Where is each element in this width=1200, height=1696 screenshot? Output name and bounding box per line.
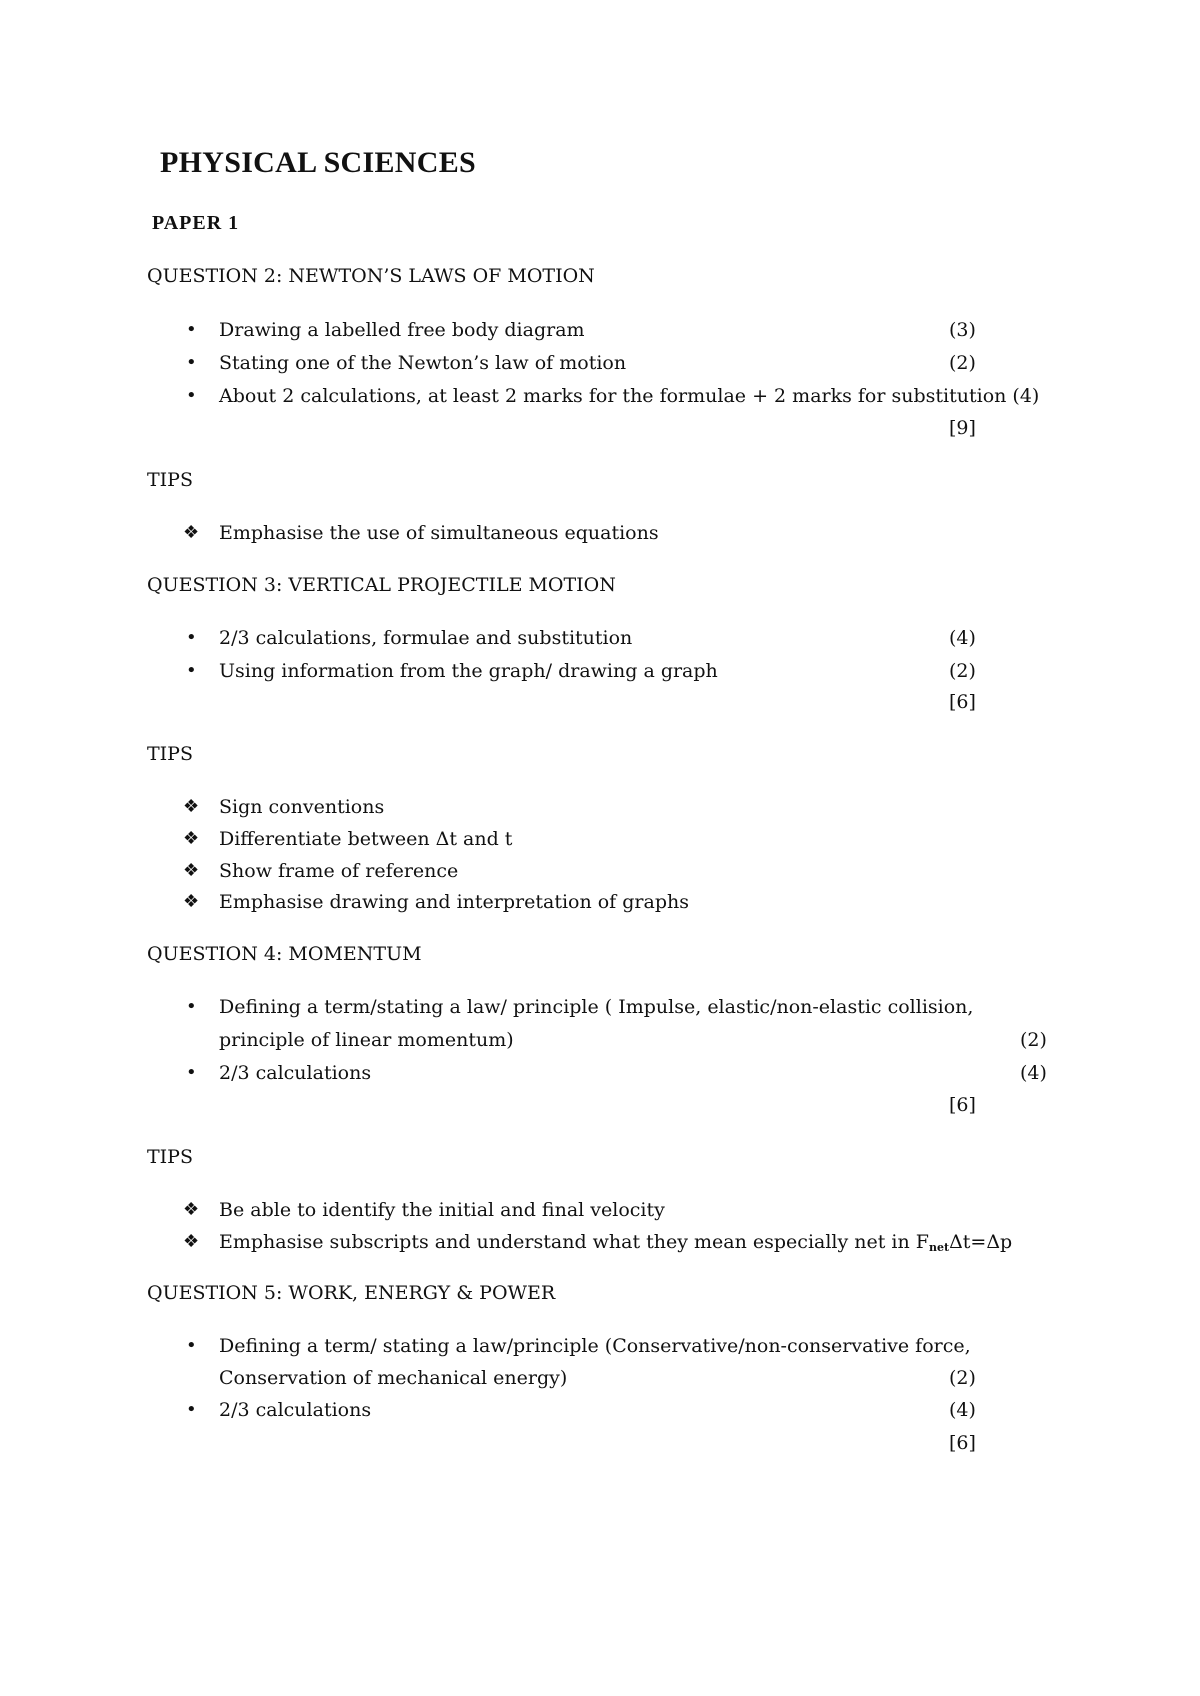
q5-item-1-mark: (2) [949,1367,976,1389]
q5-item-2: 2/3 calculations [219,1399,372,1421]
q4-item-1-line2: principle of linear momentum) [219,1029,514,1051]
bullet-icon: • [186,1335,197,1356]
bullet-icon: • [186,352,197,373]
tip-diamond-icon: ❖ [183,796,200,817]
q4-item-1-mark: (2) [1020,1029,1047,1051]
q3-heading: QUESTION 3: VERTICAL PROJECTILE MOTION [147,574,616,596]
q2-total: [9] [949,417,976,439]
q2-item-1-mark: (3) [949,319,976,341]
q3-item-1-mark: (4) [949,627,976,649]
q3-tip-1: Sign conventions [219,796,385,818]
q3-item-2: Using information from the graph/ drawing a graph [219,660,718,682]
bullet-icon: • [186,1399,197,1420]
bullet-icon: • [186,319,197,340]
q2-heading: QUESTION 2: NEWTON’S LAWS OF MOTION [147,265,595,287]
tip-diamond-icon: ❖ [183,522,200,543]
q2-item-3: About 2 calculations, at least 2 marks for the formulae + 2 marks for substitution (4) [219,385,1040,407]
paper-label: PAPER 1 [152,212,240,234]
bullet-icon: • [186,1062,197,1083]
q4-total: [6] [949,1094,976,1116]
q3-tip-3: Show frame of reference [219,860,459,882]
tip-diamond-icon: ❖ [183,828,200,849]
q3-item-2-mark: (2) [949,660,976,682]
q5-heading: QUESTION 5: WORK, ENERGY & POWER [147,1282,556,1304]
q5-item-2-mark: (4) [949,1399,976,1421]
momentum-formula [916,1231,1012,1253]
q4-heading: QUESTION 4: MOMENTUM [147,943,422,965]
bullet-icon: • [186,660,197,681]
bullet-icon: • [186,627,197,648]
tip-diamond-icon: ❖ [183,891,200,912]
formula-subscript: net [928,1241,950,1254]
formula-force: F [915,1231,929,1253]
bullet-icon: • [186,996,197,1017]
q2-tip-1: Emphasise the use of simultaneous equations [219,522,659,544]
q4-tip-2 [219,1230,1012,1260]
q4-tip-2-text: Emphasise subscripts and understand what they mean especially net in [219,1231,910,1253]
q3-tip-2: Differentiate between Δt and t [219,828,513,850]
q3-tips-label: TIPS [147,743,193,765]
q3-total: [6] [949,691,976,713]
q4-item-1-line1: Defining a term/stating a law/ principle ( Impulse, elastic/non-elastic collision, [219,996,974,1018]
tip-diamond-icon: ❖ [183,1199,200,1220]
q4-tip-1: Be able to identify the initial and final velocity [219,1199,665,1221]
tip-diamond-icon: ❖ [183,860,200,881]
q2-item-1: Drawing a labelled free body diagram [219,319,585,341]
bullet-icon: • [186,385,197,406]
q5-total: [6] [949,1432,976,1454]
q5-item-1-line1: Defining a term/ stating a law/principle (Conservative/non-conservative force, [219,1335,971,1357]
q2-item-2: Stating one of the Newton’s law of motion [219,352,627,374]
q2-tips-label: TIPS [147,469,193,491]
q4-item-2-mark: (4) [1020,1062,1047,1084]
formula-rest: Δt=Δp [949,1231,1013,1253]
q2-item-2-mark: (2) [949,352,976,374]
page-title: PHYSICAL SCIENCES [160,146,477,179]
q3-item-1: 2/3 calculations, formulae and substitution [219,627,633,649]
tip-diamond-icon: ❖ [183,1231,200,1252]
q5-item-1-line2: Conservation of mechanical energy) [219,1367,568,1389]
q4-tips-label: TIPS [147,1146,193,1168]
q4-item-2: 2/3 calculations [219,1062,372,1084]
q3-tip-4: Emphasise drawing and interpretation of graphs [219,891,689,913]
